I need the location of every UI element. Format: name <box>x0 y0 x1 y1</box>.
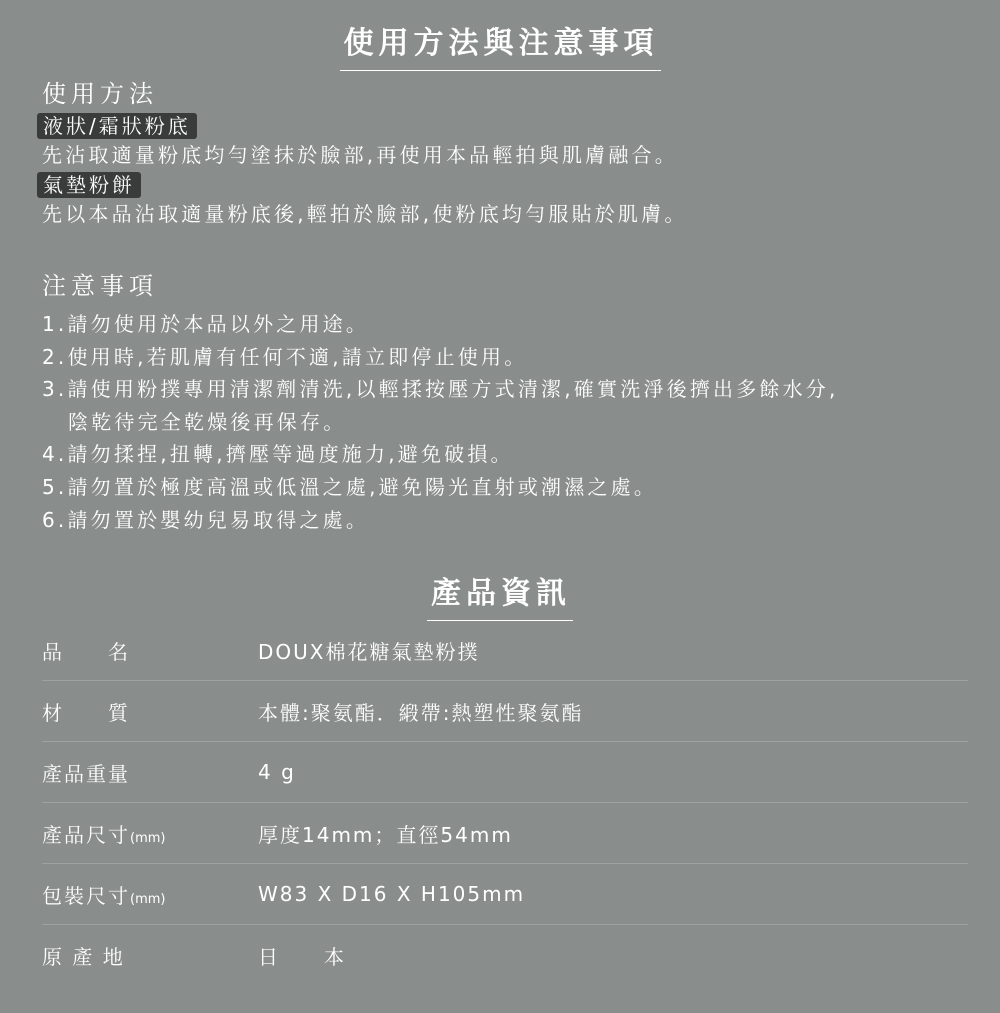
spec-value: 本體:聚氨酯．緞帶:熱塑性聚氨酯 <box>258 700 584 725</box>
note-item: 2.使用時,若肌膚有任何不適,請立即停止使用。 <box>42 344 528 369</box>
spec-value: 4 g <box>258 760 296 784</box>
note-item: 4.請勿揉捏,扭轉,擠壓等過度施力,避免破損。 <box>42 442 514 467</box>
note-item: 6.請勿置於嬰幼兒易取得之處。 <box>42 507 370 532</box>
usage-section-title <box>0 18 1000 71</box>
spec-unit: (mm) <box>130 830 166 846</box>
note-item: 1.請勿使用於本品以外之用途。 <box>42 312 370 336</box>
note-item-continued: 陰乾待完全乾燥後再保存。 <box>68 409 347 434</box>
method-heading: 使用方法 <box>42 80 158 108</box>
spec-value: 日 本 <box>258 944 346 969</box>
cushion-foundation-tag: 氣墊粉餅 <box>37 172 141 198</box>
spec-row-weight <box>42 742 968 803</box>
spec-row-name <box>42 620 968 681</box>
spec-value: 厚度14mm；直徑54mm <box>258 822 513 847</box>
spec-label-text: 包裝尺寸 <box>42 883 130 908</box>
spec-label-text: 產品重量 <box>42 761 130 786</box>
spec-label-text: 原 產 地 <box>42 944 125 969</box>
spec-label-text: 產品尺寸 <box>42 822 130 847</box>
spec-label <box>42 758 258 787</box>
liquid-foundation-tag: 液狀/霜狀粉底 <box>37 113 197 139</box>
spec-label <box>42 941 258 970</box>
spec-row-material <box>42 681 968 742</box>
spec-label-text: 材 質 <box>42 700 130 725</box>
liquid-foundation-text: 先沾取適量粉底均勻塗抹於臉部,再使用本品輕拍與肌膚融合。 <box>42 143 678 167</box>
spec-label-text: 品 名 <box>42 639 130 664</box>
spec-value: DOUX棉花糖氣墊粉撲 <box>258 639 480 664</box>
spec-label <box>42 636 258 665</box>
spec-row-product-size <box>42 803 968 864</box>
notes-heading: 注意事項 <box>42 272 158 300</box>
note-item: 3.請使用粉撲專用清潔劑清洗,以輕揉按壓方式清潔,確實洗淨後擠出多餘水分, <box>42 377 839 402</box>
usage-section-title-text: 使用方法與注意事項 <box>340 18 661 71</box>
spec-unit: (mm) <box>130 891 166 907</box>
cushion-foundation-text: 先以本品沾取適量粉底後,輕拍於臉部,使粉底均勻服貼於肌膚。 <box>42 202 688 226</box>
note-item: 5.請勿置於極度高溫或低溫之處,避免陽光直射或潮濕之處。 <box>42 474 658 499</box>
product-info-title-text: 產品資訊 <box>427 568 573 621</box>
usage-method-block <box>42 78 982 231</box>
spec-row-origin <box>42 925 968 985</box>
spec-value: W83 X D16 X H105mm <box>258 882 526 906</box>
product-info-title <box>0 568 1000 621</box>
spec-label <box>42 697 258 726</box>
notes-block <box>42 270 982 536</box>
spec-row-package-size <box>42 864 968 925</box>
spec-label <box>42 819 258 848</box>
spec-label <box>42 880 258 909</box>
product-spec-table <box>42 620 968 985</box>
